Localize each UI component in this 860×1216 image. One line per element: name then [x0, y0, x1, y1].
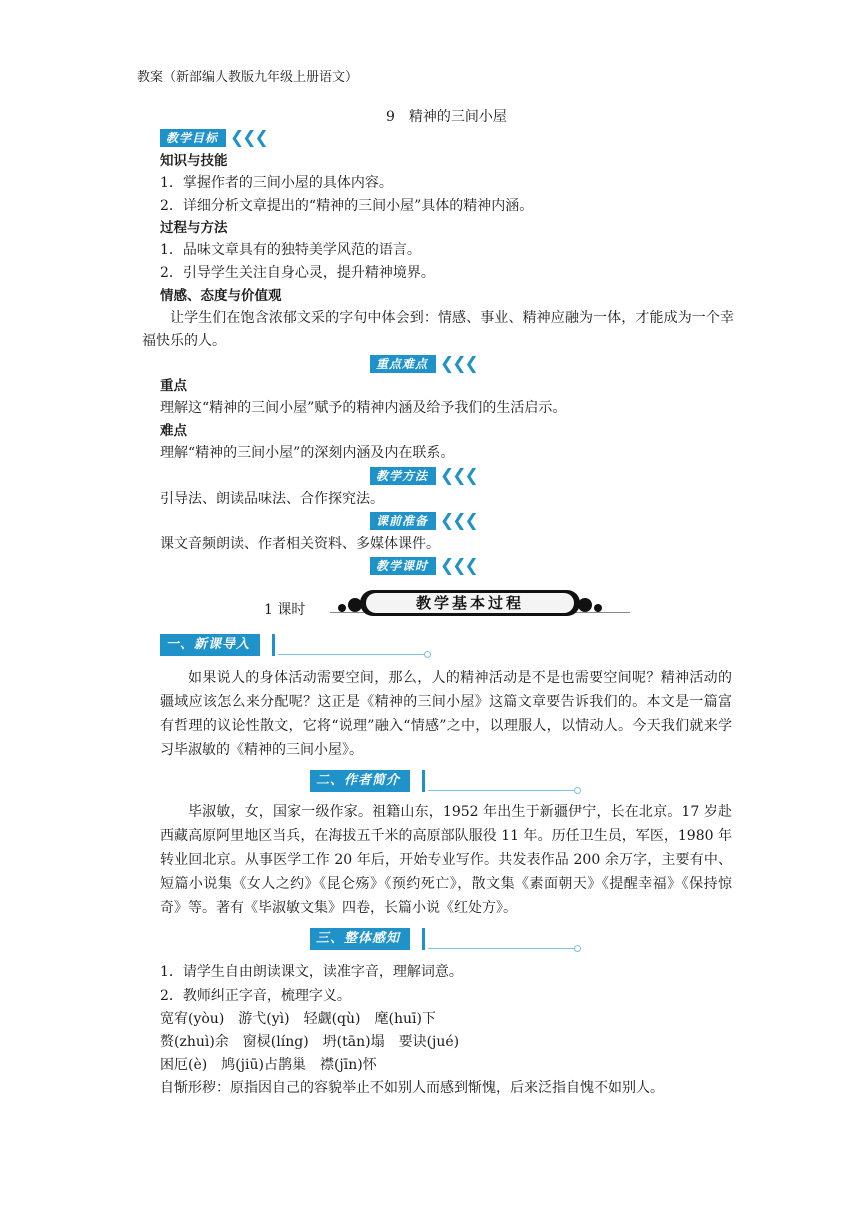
banner-label: 教学方法 [370, 467, 436, 485]
paragraph: 让学生们在饱含浓郁文采的字句中体会到：情感、事业、精神应融为一体，才能成为一个幸福快乐的人。 [142, 310, 734, 349]
paragraph: 课文音频朗读、作者相关资料、多媒体课件。 [160, 536, 440, 552]
section-rule [428, 790, 576, 791]
section-bar [422, 770, 425, 792]
section-dot [574, 945, 581, 952]
decor-dot [594, 604, 602, 612]
section-rule [278, 654, 426, 655]
list-item: 1．请学生自由朗读课文，读准字音，理解词意。 [160, 964, 463, 980]
banner-label: 课前准备 [370, 512, 436, 530]
section-title: 三、整体感知 [310, 928, 410, 950]
process-title: 教学基本过程 [366, 593, 574, 613]
lesson-title: 9 精神的三间小屋 [386, 109, 507, 125]
chevrons-icon: ❮❮❮ [440, 556, 477, 576]
section-heading-intro [160, 634, 430, 656]
subheading: 情感、态度与价值观 [160, 288, 282, 304]
section-title: 一、新课导入 [160, 634, 260, 656]
document-header: 教案（新部编人教版九年级上册语文） [137, 70, 359, 85]
banner-methods [370, 467, 477, 485]
decor-dot [578, 598, 592, 612]
list-item: 1．掌握作者的三间小屋的具体内容。 [160, 175, 393, 191]
chevrons-icon: ❮❮❮ [440, 466, 477, 486]
banner-teaching-goals [160, 129, 267, 147]
banner-label: 教学目标 [160, 129, 226, 147]
banner-key-points [370, 355, 477, 373]
paragraph: 引导法、朗读品味法、合作探究法。 [160, 491, 384, 507]
chevrons-icon: ❮❮❮ [440, 354, 477, 374]
list-item: 2．详细分析文章提出的“精神的三间小屋”具体的精神内涵。 [160, 198, 534, 214]
subheading: 难点 [160, 423, 187, 439]
section-bar [272, 634, 275, 656]
decor-dot [338, 604, 346, 612]
paragraph: 毕淑敏，女，国家一级作家。祖籍山东，1952 年出生于新疆伊宁，长在北京。17 岁赴西藏高原阿里地区当兵，在海拔五千米的高原部队服役 11 年。历任卫生员，军医，1980 年转业回北京。从事医学工作 20 年后，开始专业写作。共发表作品 200 余万字，主要有中、短篇小说集《女人之约》《昆仑殇》《预约死亡》，散文集《素面朝天》《提醒幸福》《保持惊奇》等。著有《毕淑敏文集》四卷，长篇小说《红处方》。 [160, 804, 732, 916]
chevrons-icon: ❮❮❮ [230, 128, 267, 148]
list-item: 2．引导学生关注自身心灵，提升精神境界。 [160, 265, 435, 281]
banner-class-hours [370, 557, 477, 575]
section-heading-overview [310, 928, 580, 950]
paragraph: 理解这“精神的三间小屋”赋予的精神内涵及给予我们的生活启示。 [160, 400, 567, 416]
paragraph: 如果说人的身体活动需要空间，那么，人的精神活动是不是也需要空间呢？精神活动的疆域应该怎么来分配呢？这正是《精神的三间小屋》这篇文章要告诉我们的。本文是一篇富有哲理的议论性散文，它将“说理”融入“情感”之中，以理服人，以情动人。今天我们就来学习毕淑敏的《精神的三间小屋》。 [160, 670, 732, 758]
list-item: 2．教师纠正字音，梳理字义。 [160, 988, 351, 1004]
subheading: 重点 [160, 378, 187, 394]
section-dot [424, 651, 431, 658]
subheading: 过程与方法 [160, 220, 228, 236]
banner-label: 重点难点 [370, 355, 436, 373]
paragraph: 理解“精神的三间小屋”的深刻内涵及内在联系。 [160, 445, 455, 461]
class-hours-text: 1 课时 [264, 602, 306, 618]
section-title: 二、作者简介 [310, 770, 410, 792]
chevrons-icon: ❮❮❮ [440, 511, 477, 531]
definition-line: 自惭形秽：原指因自己的容貌举止不如别人而感到惭愧，后来泛指自愧不如别人。 [160, 1080, 664, 1096]
vocab-line: 宽宥(yòu) 游弋(yì) 轻觑(qù) 麾(huī)下 [160, 1011, 436, 1027]
vocab-line: 困厄(è) 鸠(jiū)占鹊巢 襟(jīn)怀 [160, 1057, 377, 1073]
banner-label: 教学课时 [370, 557, 436, 575]
vocab-line: 赘(zhuì)余 窗棂(líng) 坍(tān)塌 要诀(jué) [160, 1034, 460, 1050]
section-dot [574, 787, 581, 794]
section-heading-author [310, 770, 580, 792]
section-rule [428, 948, 576, 949]
list-item: 1．品味文章具有的独特美学风范的语言。 [160, 242, 421, 258]
section-bar [422, 928, 425, 950]
subheading: 知识与技能 [160, 153, 228, 169]
process-pill [360, 590, 580, 616]
banner-preparation [370, 512, 477, 530]
banner-teaching-process [330, 590, 630, 618]
